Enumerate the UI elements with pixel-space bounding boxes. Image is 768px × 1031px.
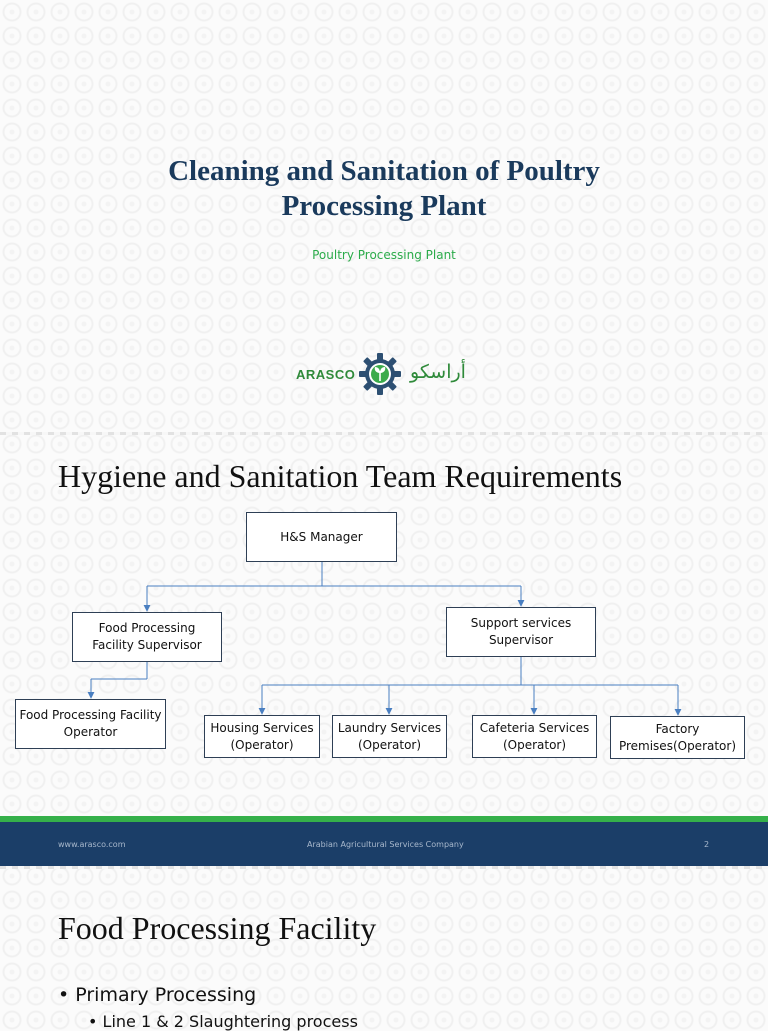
slide-footer [0,816,768,866]
org-box-label: Food Processing Facility Operator [19,708,162,739]
deck-title [0,154,768,224]
org-box-label: Food Processing Facility Supervisor [92,621,202,652]
bullet-dot-icon: • [88,1012,103,1031]
slide-heading: Food Processing Facility [58,910,377,946]
slide-heading: Hygiene and Sanitation Team Requirements [58,458,623,494]
logo-text-ar: أراسكو [410,361,466,383]
org-box-label: Support services Supervisor [470,616,572,647]
org-box-housing [204,715,320,758]
org-box-laundry [332,715,447,758]
bullet-text: Primary Processing [75,984,257,1006]
deck-title-line1: Cleaning and Sanitation of Poultry [168,155,600,187]
org-box-hs-manager [246,512,397,562]
org-box-label: Factory Premises(Operator) [618,721,737,753]
org-box-label: H&S Manager [280,529,363,544]
org-box-cafeteria [472,715,597,758]
title-slide [0,0,768,432]
footer-website: www.arasco.com [58,840,126,849]
bullet-item [88,1012,358,1031]
logo-text-en: ARASCO [296,367,356,382]
org-box-support-supervisor [446,607,596,657]
org-chart-slide [0,432,768,866]
org-box-label: Laundry Services (Operator) [337,720,442,752]
deck-title-line2: Processing Plant [281,190,487,222]
org-box-fpf-supervisor [72,612,222,662]
gear-leaf-icon [358,352,402,396]
deck-subtitle: Poultry Processing Plant [312,248,456,262]
bullet-item [58,984,256,1006]
org-box-fpf-operator [15,699,166,749]
footer-page-number: 2 [704,840,710,849]
footer-company: Arabian Agricultural Services Company [307,840,464,849]
bullet-dot-icon: • [58,984,76,1006]
org-box-label: Housing Services (Operator) [210,720,314,752]
content-slide [0,866,768,1031]
org-box-label: Cafeteria Services (Operator) [479,720,590,752]
org-box-premises [610,716,745,759]
bullet-text: Line 1 & 2 Slaughtering process [102,1012,358,1031]
arasco-logo [296,350,476,398]
